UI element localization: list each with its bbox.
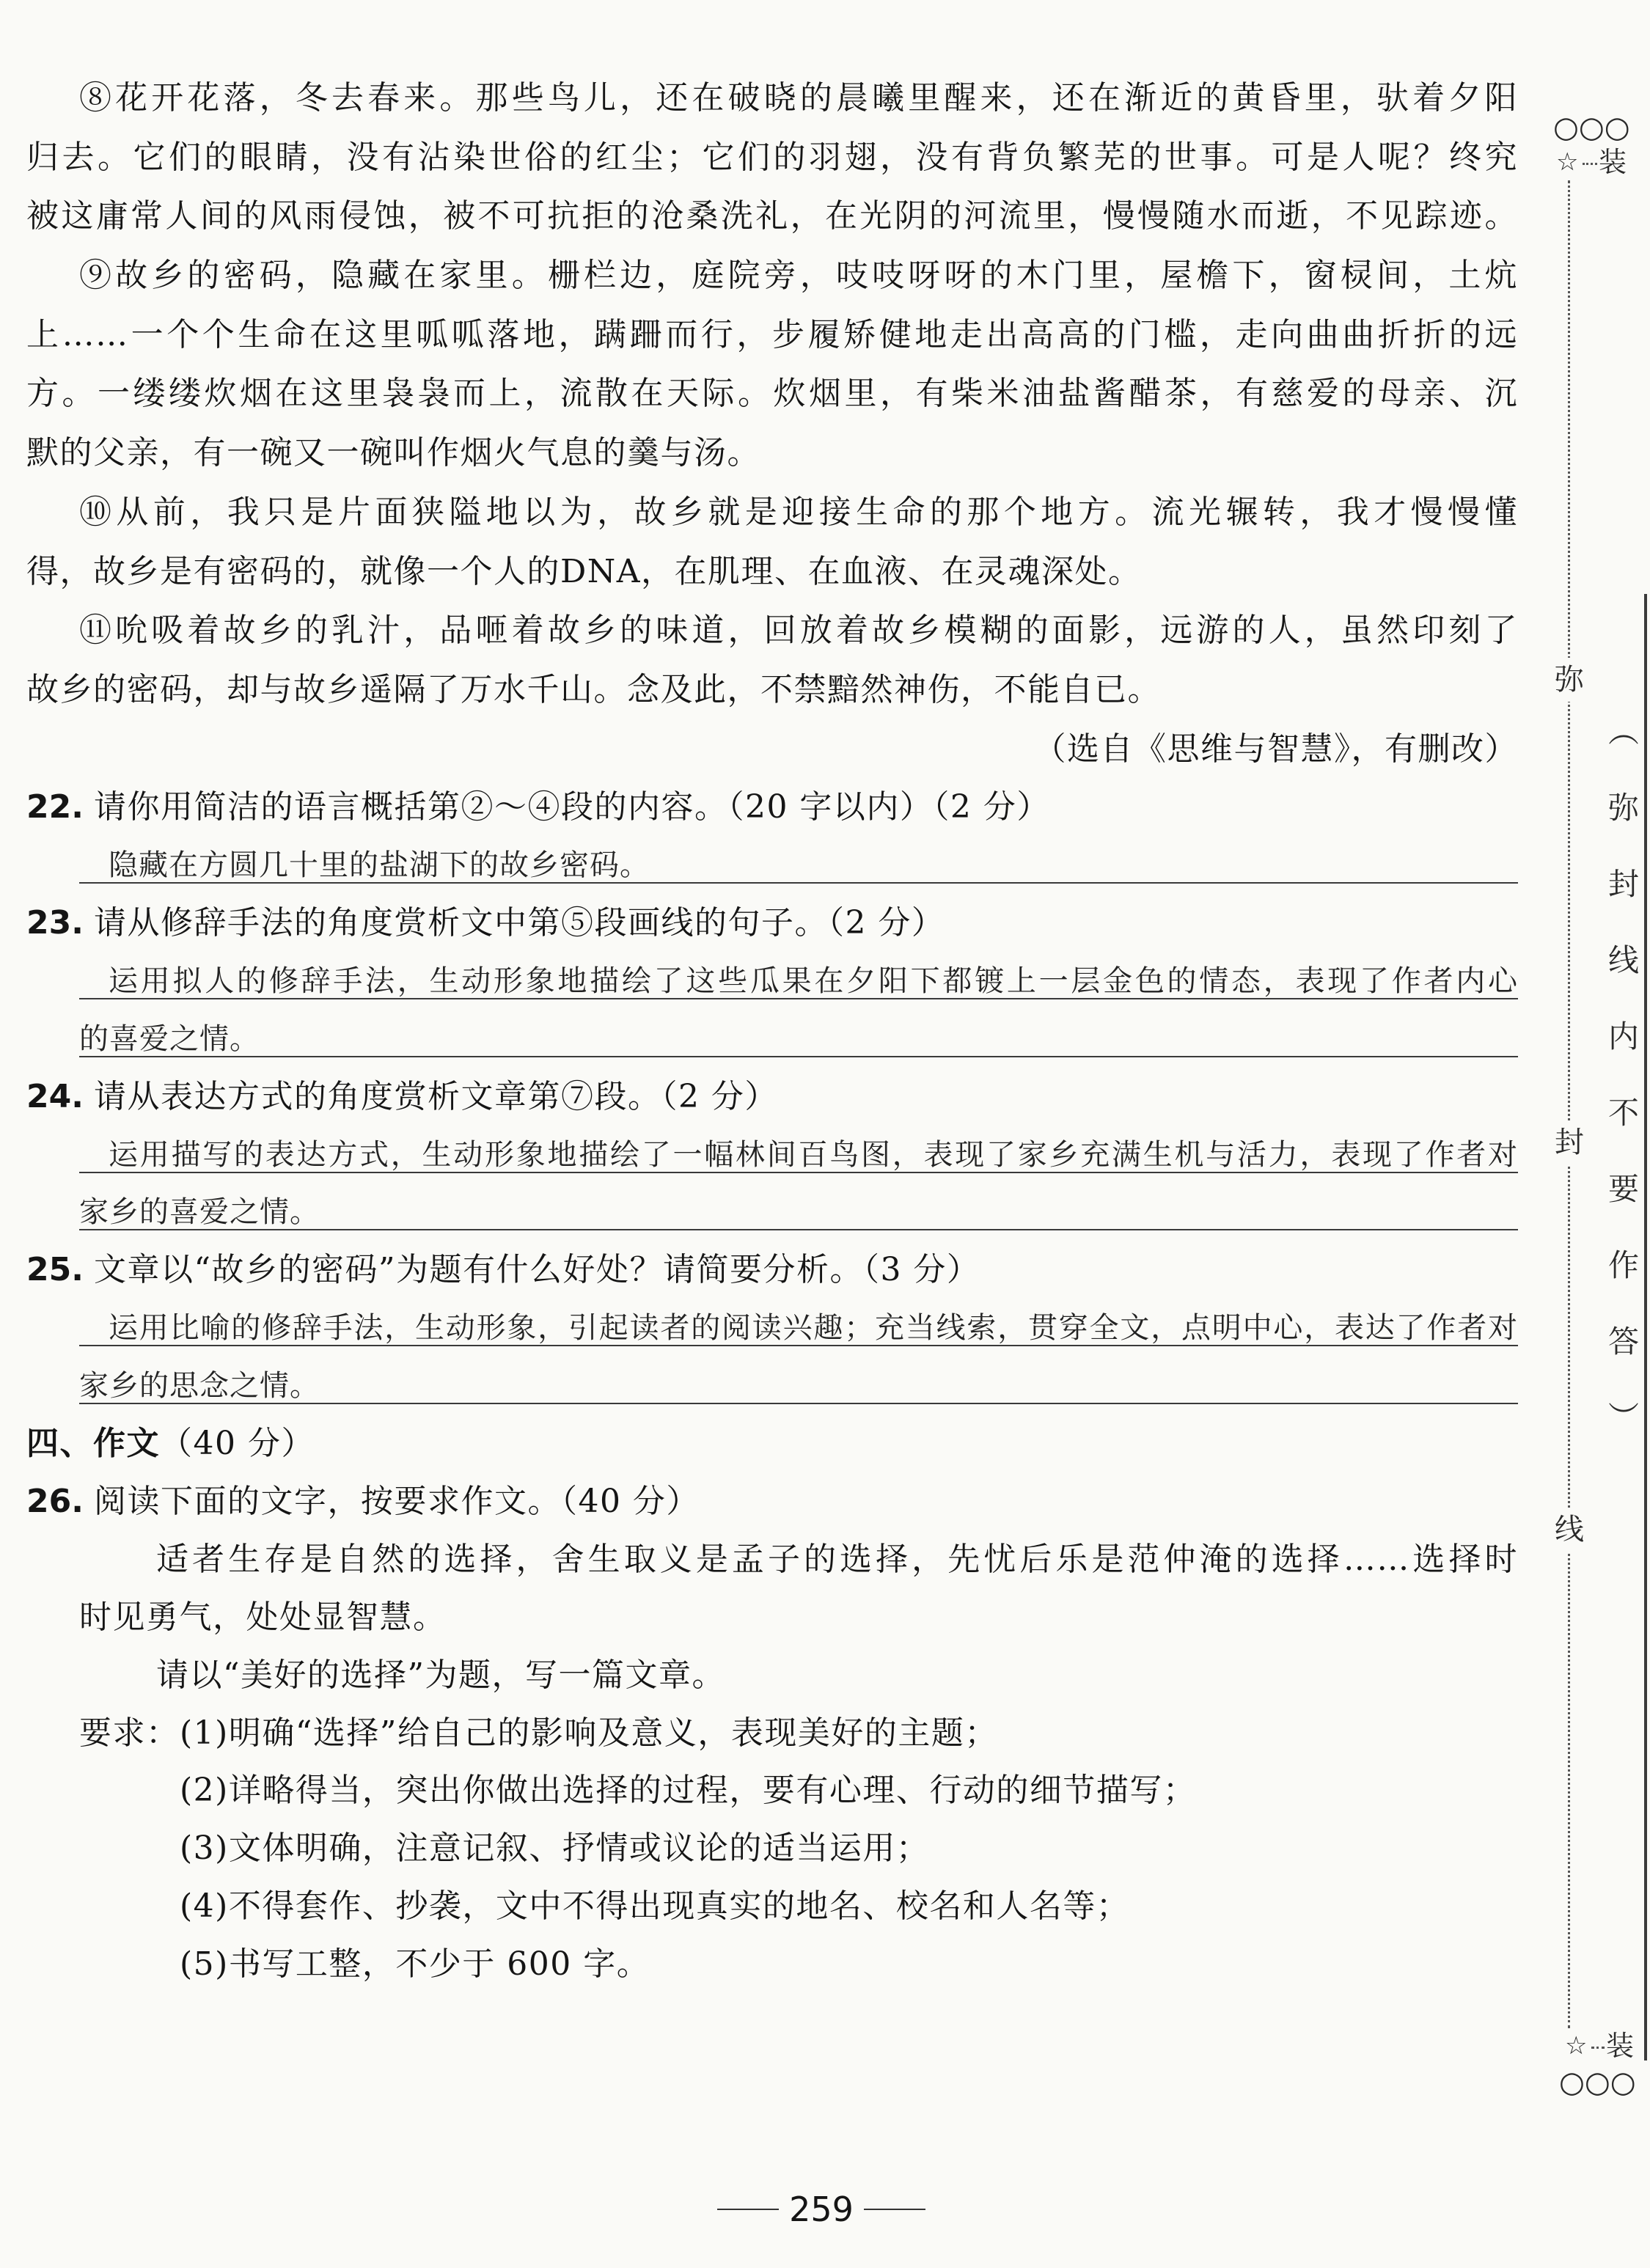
passage-paragraph-10 <box>0 483 1540 601</box>
question-number: 23. <box>26 904 84 942</box>
passage-line: 归去。它们的眼睛，没有沾染世俗的红尘；它们的羽翅，没有背负繁芜的世事。可是人呢？终究 <box>26 138 1518 176</box>
passage-paragraph-8 <box>0 69 1540 246</box>
question-number: 26. <box>26 1482 84 1520</box>
requirement-item: (3)文体明确，注意记叙、抒情或议论的适当运用； <box>180 1830 930 1868</box>
question-prompt <box>26 1241 1518 1299</box>
binding-label-bottom: 装 <box>1606 2030 1635 2062</box>
requirement-item: (4)不得套作、抄袭，文中不得出现真实的地名、校名和人名等； <box>180 1887 1130 1926</box>
question-text: 阅读下面的文字，按要求作文。（40 分） <box>93 1482 700 1520</box>
question-text: 请从表达方式的角度赏析文章第⑦段。（2 分） <box>93 1077 778 1115</box>
seal-char-xian: 线 <box>1553 1508 1585 1552</box>
answer-line: 家乡的喜爱之情。 <box>79 1183 1518 1241</box>
passage-line: ⑪吮吸着故乡的乳汁，品咂着故乡的味道，回放着故乡模糊的面影，远游的人，虽然印刻了 <box>79 612 1518 650</box>
question-text: 请从修辞手法的角度赏析文中第⑤段画线的句子。（2 分） <box>93 904 945 942</box>
question-prompt <box>26 1473 1518 1531</box>
binding-dot-leader <box>1591 2047 1605 2049</box>
binding-solid-line <box>1644 594 1647 2060</box>
answer-line: 家乡的思念之情。 <box>79 1357 1518 1415</box>
question-text: 文章以“故乡的密码”为题有什么好处？请简要分析。（3 分） <box>93 1251 980 1289</box>
passage-line: ⑩从前，我只是片面狭隘地以为，故乡就是迎接生命的那个地方。流光辗转，我才慢慢懂 <box>79 493 1518 531</box>
composition-task: 请以“美好的选择”为题，写一篇文章。 <box>156 1656 725 1694</box>
question-25 <box>0 1241 1540 1415</box>
passage-line: 被这庸常人间的风雨侵蚀，被不可抗拒的沧桑洗礼，在光阴的河流里，慢慢随水而逝，不见踪迹。 <box>26 197 1518 235</box>
star-icon: ☆ <box>1565 2031 1588 2060</box>
question-prompt <box>26 1068 1518 1126</box>
composition-material-line: 时见勇气，处处显智慧。 <box>79 1598 447 1636</box>
composition-material-line: 适者生存是自然的选择，舍生取义是孟子的选择，先忧后乐是范仲淹的选择……选择时 <box>156 1540 1518 1578</box>
answer-line: 运用比喻的修辞手法，生动形象，引起读者的阅读兴趣；充当线索，贯穿全文，点明中心，表达了作者对 <box>79 1299 1518 1357</box>
binding-circles-bottom: ○○○ <box>1559 2066 1636 2099</box>
question-prompt <box>26 779 1518 837</box>
question-23 <box>0 895 1540 1068</box>
composition-section <box>0 1415 1540 1994</box>
page-number-value: 259 <box>789 2190 854 2229</box>
binding-dotted-line <box>1568 180 1570 2028</box>
question-text: 请你用简洁的语言概括第②～④段的内容。（20 字以内）（2 分） <box>93 788 1050 826</box>
question-number: 24. <box>26 1077 84 1115</box>
star-icon: ☆ <box>1556 147 1579 177</box>
question-number: 22. <box>26 788 84 826</box>
question-number: 25. <box>26 1251 84 1289</box>
passage-source: （选自《思维与智慧》，有删改） <box>1033 730 1518 768</box>
binding-dot-leader <box>1583 163 1597 165</box>
answer-line: 隐藏在方圆几十里的盐湖下的故乡密码。 <box>79 837 1518 895</box>
passage-line: 故乡的密码，却与故乡遥隔了万水千山。念及此，不禁黯然神伤，不能自已。 <box>26 670 1161 708</box>
requirement-item: (5)书写工整，不少于 600 字。 <box>180 1945 650 1983</box>
page-number <box>689 2188 953 2231</box>
question-prompt <box>26 895 1518 953</box>
page-number-dash <box>717 2209 779 2210</box>
passage-line: 得，故乡是有密码的，就像一个人的DNA，在肌理、在血液、在灵魂深处。 <box>26 552 1142 590</box>
exam-page-content <box>0 69 1540 1994</box>
answer-line: 运用拟人的修辞手法，生动形象地描绘了这些瓜果在夕阳下都镀上一层金色的情态，表现了作者内心 <box>79 953 1518 1010</box>
question-24 <box>0 1068 1540 1242</box>
passage-line: 上……一个个生命在这里呱呱落地，蹒跚而行，步履矫健地走出高高的门槛，走向曲曲折折的远 <box>26 315 1518 353</box>
requirements-label: 要求： <box>79 1714 180 1752</box>
section-title: 四、作文 <box>26 1425 160 1463</box>
page-number-dash <box>864 2209 925 2210</box>
passage-line: ⑧花开花落，冬去春来。那些鸟儿，还在破晓的晨曦里醒来，还在渐近的黄昏里，驮着夕阳 <box>79 79 1518 117</box>
binding-notice: （弥封线内不要作答） <box>1604 715 1640 1478</box>
passage-line: 默的父亲，有一碗又一碗叫作烟火气息的羹与汤。 <box>26 434 760 472</box>
requirement-text: (1)明确“选择”给自己的影响及意义，表现美好的主题； <box>180 1714 998 1752</box>
seal-char-feng: 封 <box>1553 1120 1585 1164</box>
question-22 <box>0 779 1540 895</box>
reading-passage <box>0 69 1540 779</box>
answer-line: 的喜爱之情。 <box>79 1010 1518 1068</box>
seal-char-mi: 弥 <box>1553 658 1585 702</box>
binding-label-top: 装 <box>1599 146 1627 178</box>
section-heading <box>26 1415 1518 1473</box>
section-score: （40 分） <box>160 1425 315 1463</box>
binding-circles-top: ○○○ <box>1553 111 1630 144</box>
answer-line: 运用描写的表达方式，生动形象地描绘了一幅林间百鸟图，表现了家乡充满生机与活力，表现了作者对 <box>79 1126 1518 1184</box>
passage-line: 方。一缕缕炊烟在这里袅袅而上，流散在天际。炊烟里，有柴米油盐酱醋茶，有慈爱的母亲、沉 <box>26 375 1518 413</box>
passage-paragraph-9 <box>0 246 1540 483</box>
passage-line: ⑨故乡的密码，隐藏在家里。栅栏边，庭院旁，吱吱呀呀的木门里，屋檐下，窗棂间，土炕 <box>79 257 1518 295</box>
requirement-item: (2)详略得当，突出你做出选择的过程，要有心理、行动的细节描写； <box>180 1772 1197 1810</box>
requirement-item <box>79 1705 1518 1763</box>
passage-paragraph-11 <box>0 601 1540 719</box>
